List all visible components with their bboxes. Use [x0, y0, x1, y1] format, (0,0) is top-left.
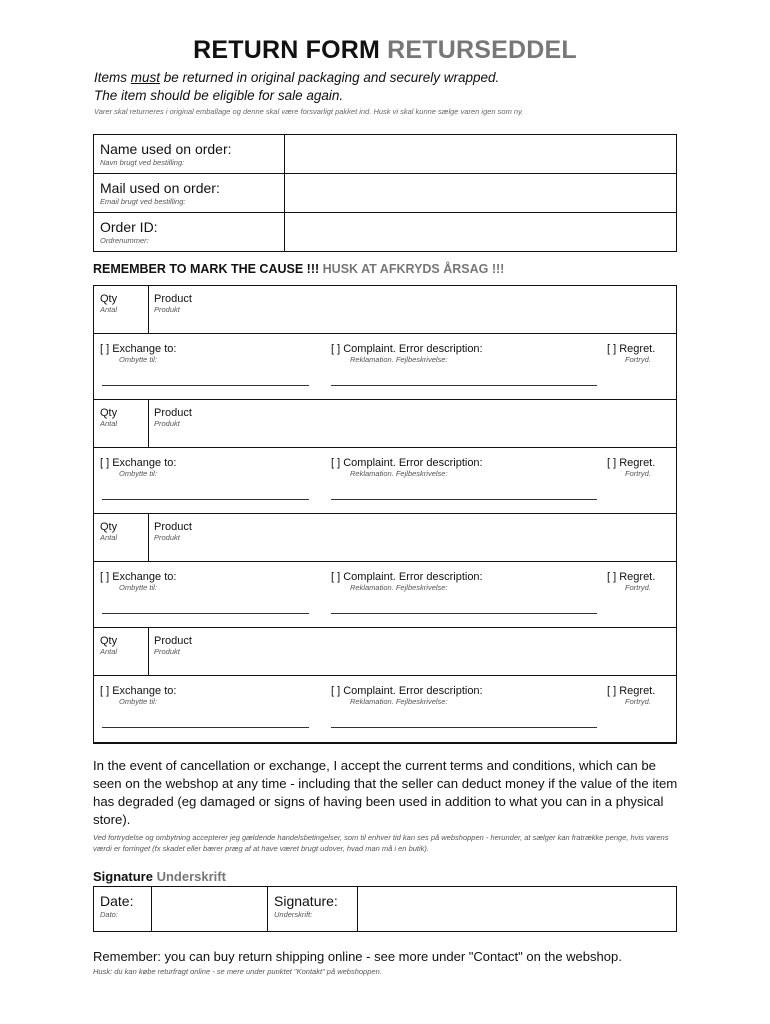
qty-field[interactable]	[94, 514, 149, 562]
qty-sublabel: Antal	[100, 533, 118, 542]
exchange-label: [ ] Exchange to:	[100, 685, 177, 697]
return-item-block	[94, 514, 676, 628]
complaint-sublabel: Reklamation. Fejlbeskrivelse:	[350, 355, 448, 364]
exchange-label: [ ] Exchange to:	[100, 571, 177, 583]
exchange-sublabel: Ombytte til:	[119, 469, 157, 478]
terms-text	[93, 757, 678, 854]
complaint-write-line[interactable]	[331, 385, 597, 386]
customer-info-table	[93, 134, 677, 252]
regret-checkbox[interactable]	[607, 571, 655, 593]
mail-sublabel: Email brugt ved bestilling:	[100, 197, 186, 206]
product-label: Product	[154, 521, 192, 533]
signature-accent: Underskrift	[156, 869, 226, 884]
return-item-block	[94, 286, 676, 400]
qty-product-row	[94, 628, 676, 676]
name-label: Name used on order:	[100, 141, 232, 157]
product-field[interactable]	[154, 521, 192, 543]
qty-sublabel: Antal	[100, 305, 118, 314]
qty-label: Qty	[100, 407, 118, 419]
info-row-order	[94, 213, 677, 252]
qty-label: Qty	[100, 521, 118, 533]
info-row-mail	[94, 174, 677, 213]
signature-heading	[93, 869, 226, 884]
mail-label: Mail used on order:	[100, 180, 220, 196]
complaint-checkbox[interactable]	[331, 571, 483, 593]
product-label: Product	[154, 293, 192, 305]
page-title	[0, 36, 770, 65]
exchange-checkbox[interactable]	[100, 571, 176, 593]
intro-line-1	[94, 69, 694, 87]
signature-row	[94, 887, 677, 932]
exchange-write-line[interactable]	[102, 499, 309, 500]
qty-product-row	[94, 286, 676, 334]
complaint-checkbox[interactable]	[331, 343, 483, 365]
date-label: Date:	[100, 893, 134, 909]
date-label-cell	[94, 887, 152, 932]
intro-line-1-underline: must	[130, 70, 161, 85]
regret-sublabel: Fortryd.	[625, 583, 651, 592]
complaint-write-line[interactable]	[331, 727, 597, 728]
intro-danish: Varer skal returneres i original emballage og denne skal være forsvarligt pakket ind. Husk vi skal kunne sælge varen igen som ny.	[94, 107, 524, 116]
name-field[interactable]	[285, 135, 677, 174]
regret-sublabel: Fortryd.	[625, 469, 651, 478]
product-field[interactable]	[154, 407, 192, 429]
complaint-checkbox[interactable]	[331, 457, 483, 479]
qty-field[interactable]	[94, 286, 149, 334]
date-sublabel: Dato:	[100, 910, 118, 919]
order-id-sublabel: Ordrenummer:	[100, 236, 149, 245]
signature-title: Signature	[93, 869, 153, 884]
qty-sublabel: Antal	[100, 419, 118, 428]
terms-danish: Ved fortrydelse og ombytning accepterer jeg gældende handelsbetingelser, som til enhver tid kan ses på webshoppen - herunder, at sælger kan fratrække penge, hvis varens værdi er forringet (fx skadet eller bærer præg af at have været brugt udover, hvad man må i en butik).	[93, 833, 669, 853]
qty-product-row	[94, 400, 676, 448]
name-sublabel: Navn brugt ved bestilling:	[100, 158, 185, 167]
qty-sublabel: Antal	[100, 647, 118, 656]
order-id-label: Order ID:	[100, 219, 158, 235]
complaint-write-line[interactable]	[331, 613, 597, 614]
regret-checkbox[interactable]	[607, 343, 655, 365]
product-label: Product	[154, 407, 192, 419]
signature-label-cell	[268, 887, 358, 932]
info-label-cell	[94, 135, 285, 174]
exchange-write-line[interactable]	[102, 613, 309, 614]
exchange-checkbox[interactable]	[100, 343, 176, 365]
signature-sublabel: Underskrift:	[274, 910, 313, 919]
date-field[interactable]	[152, 887, 268, 932]
remember-heading	[93, 262, 504, 276]
qty-label: Qty	[100, 293, 118, 305]
qty-field[interactable]	[94, 628, 149, 676]
product-sublabel: Produkt	[154, 305, 180, 314]
complaint-label: [ ] Complaint. Error description:	[331, 457, 483, 469]
info-row-name	[94, 135, 677, 174]
regret-checkbox[interactable]	[607, 685, 655, 707]
exchange-checkbox[interactable]	[100, 457, 176, 479]
info-label-cell	[94, 174, 285, 213]
signature-table	[93, 886, 677, 932]
intro-text	[94, 69, 694, 116]
intro-line-2: The item should be eligible for sale again.	[94, 88, 344, 103]
exchange-sublabel: Ombytte til:	[119, 583, 157, 592]
qty-product-row	[94, 514, 676, 562]
complaint-label: [ ] Complaint. Error description:	[331, 571, 483, 583]
signature-label: Signature:	[274, 893, 338, 909]
product-sublabel: Produkt	[154, 647, 180, 656]
exchange-sublabel: Ombytte til:	[119, 355, 157, 364]
complaint-sublabel: Reklamation. Fejlbeskrivelse:	[350, 469, 448, 478]
terms-english: In the event of cancellation or exchange, I accept the current terms and conditions, which can be seen on the webshop at any time - including that the seller can deduct money if the value of the item has degraded (eg damaged or signs of having been used in addition to what you can in a physical store).	[93, 758, 678, 827]
complaint-sublabel: Reklamation. Fejlbeskrivelse:	[350, 697, 448, 706]
product-field[interactable]	[154, 635, 192, 657]
exchange-write-line[interactable]	[102, 385, 309, 386]
complaint-checkbox[interactable]	[331, 685, 483, 707]
title-main: RETURN FORM	[193, 36, 381, 64]
regret-sublabel: Fortryd.	[625, 697, 651, 706]
return-items-table	[93, 285, 677, 744]
product-field[interactable]	[154, 293, 192, 315]
qty-field[interactable]	[94, 400, 149, 448]
complaint-label: [ ] Complaint. Error description:	[331, 685, 483, 697]
mail-field[interactable]	[285, 174, 677, 213]
exchange-label: [ ] Exchange to:	[100, 343, 177, 355]
return-item-block	[94, 628, 676, 742]
product-sublabel: Produkt	[154, 419, 180, 428]
qty-label: Qty	[100, 635, 118, 647]
regret-checkbox[interactable]	[607, 457, 655, 479]
regret-label: [ ] Regret.	[607, 685, 656, 697]
regret-label: [ ] Regret.	[607, 343, 656, 355]
signature-field[interactable]	[358, 887, 677, 932]
regret-label: [ ] Regret.	[607, 571, 656, 583]
regret-sublabel: Fortryd.	[625, 355, 651, 364]
remember-main: REMEMBER TO MARK THE CAUSE !!!	[93, 262, 320, 276]
exchange-sublabel: Ombytte til:	[119, 697, 157, 706]
remember-accent: HUSK AT AFKRYDS ÅRSAG !!!	[322, 262, 505, 276]
exchange-label: [ ] Exchange to:	[100, 457, 177, 469]
complaint-label: [ ] Complaint. Error description:	[331, 343, 483, 355]
return-item-block	[94, 400, 676, 514]
intro-line-1-post: be returned in original packaging and securely wrapped.	[160, 70, 500, 85]
product-sublabel: Produkt	[154, 533, 180, 542]
regret-label: [ ] Regret.	[607, 457, 656, 469]
footer-note	[93, 948, 622, 976]
info-label-cell	[94, 213, 285, 252]
complaint-write-line[interactable]	[331, 499, 597, 500]
complaint-sublabel: Reklamation. Fejlbeskrivelse:	[350, 583, 448, 592]
title-accent: RETURSEDDEL	[387, 36, 577, 64]
product-label: Product	[154, 635, 192, 647]
exchange-checkbox[interactable]	[100, 685, 176, 707]
order-id-field[interactable]	[285, 213, 677, 252]
footer-danish: Husk: du kan købe returfragt online - se mere under punktet "Kontakt" på webshoppen.	[93, 967, 382, 976]
intro-line-1-pre: Items	[94, 70, 131, 85]
footer-english: Remember: you can buy return shipping online - see more under "Contact" on the webshop.	[93, 949, 622, 964]
exchange-write-line[interactable]	[102, 727, 309, 728]
